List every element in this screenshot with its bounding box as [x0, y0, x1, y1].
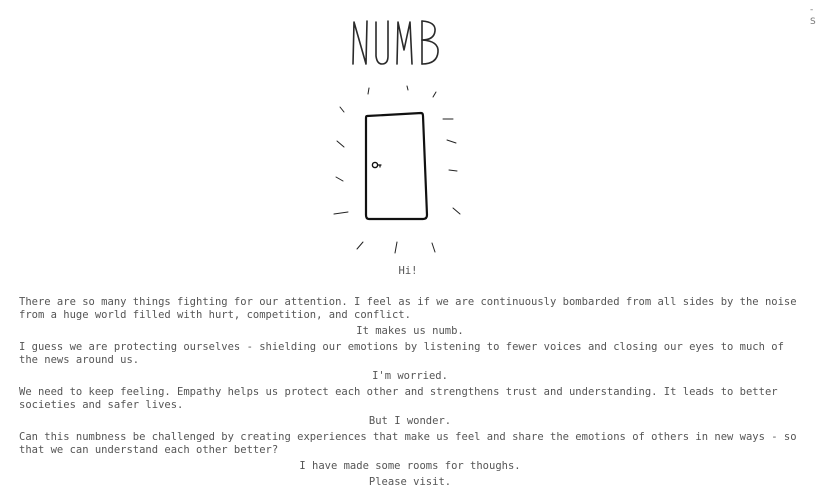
door-icon[interactable] — [326, 80, 476, 260]
paragraph-attention: There are so many things fighting for our attention. I feel as if we are continuously bombarded from all sides by the noise from a huge world filled with hurt, competition, and conflict. — [19, 296, 797, 321]
line-but-i-wonder: But I wonder. — [368, 415, 452, 427]
numb-title-icon — [346, 14, 446, 70]
paragraph-protecting: I guess we are protecting ourselves - shielding our emotions by listening to fewer voices and closing our eyes to much of the news around us. — [19, 341, 784, 366]
greeting: Hi! — [398, 265, 418, 277]
paragraph-empathy: We need to keep feeling. Empathy helps us protect each other and strengthens trust and understanding. It leads to better societies and safer lives. — [19, 386, 778, 411]
corner-glyphs: - S — [810, 5, 816, 27]
please-visit-link[interactable]: Please visit. — [368, 476, 452, 488]
line-makes-us-numb: It makes us numb. — [356, 325, 464, 337]
line-rooms-for-thoughts: I have made some rooms for thoughs. — [299, 460, 521, 472]
line-im-worried: I'm worried. — [372, 370, 448, 382]
story-text — [19, 296, 801, 492]
paragraph-challenge: Can this numbness be challenged by creating experiences that make us feel and share the emotions of others in new ways - so that we can understand each other better? — [19, 431, 797, 456]
